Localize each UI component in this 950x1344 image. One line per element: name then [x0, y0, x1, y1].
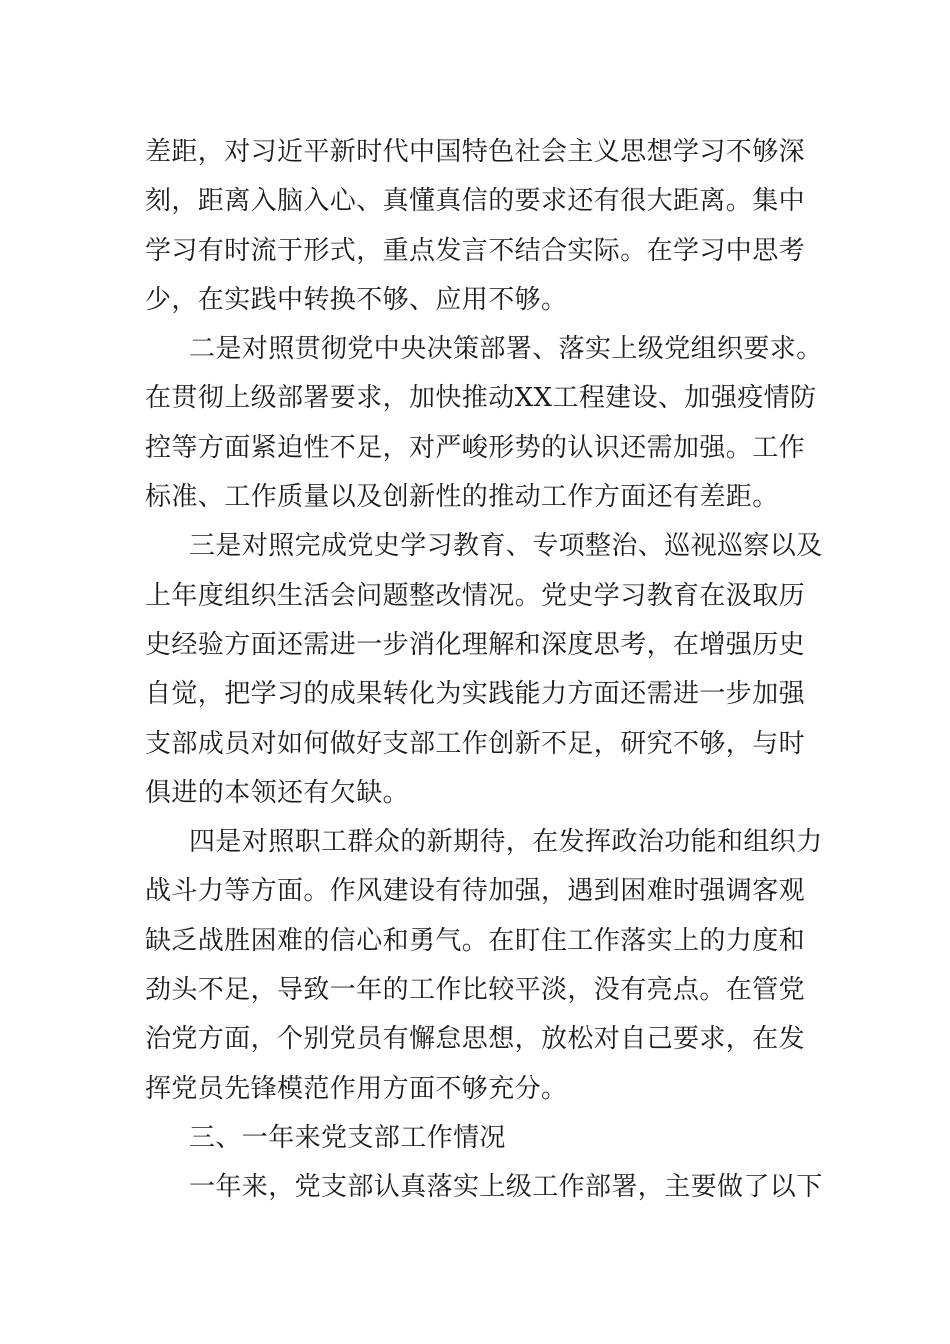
section-heading: 三、一年来党支部工作情况 [189, 1122, 506, 1153]
text-line: 劲头不足，导致一年的工作比较平淡，没有亮点。在管党 [145, 975, 806, 1006]
text-line: 学习有时流于形式，重点发言不结合实际。在学习中思考 [145, 235, 806, 266]
paragraph-start-line: 一年来，党支部认真落实上级工作部署，主要做了以下 [189, 1172, 823, 1203]
text-line: 上年度组织生活会问题整改情况。党史学习教育在汲取历 [145, 580, 806, 611]
text-line: 自觉，把学习的成果转化为实践能力方面还需进一步加强 [145, 679, 806, 710]
text-line: 在贯彻上级部署要求，加快推动XX工程建设、加强疫情防 [145, 383, 817, 414]
text-line: 史经验方面还需进一步消化理解和深度思考，在增强历史 [145, 629, 806, 660]
document-body [145, 128, 823, 1213]
paragraph-start-line: 三是对照完成党史学习教育、专项整治、巡视巡察以及 [189, 531, 823, 562]
text-line: 少，在实践中转换不够、应用不够。 [145, 284, 568, 315]
text-line: 挥党员先锋模范作用方面不够充分。 [145, 1073, 568, 1104]
text-line: 差距，对习近平新时代中国特色社会主义思想学习不够深 [145, 137, 806, 167]
text-line: 治党方面，个别党员有懈怠思想，放松对自己要求，在发 [145, 1024, 806, 1055]
text-line: 支部成员对如何做好支部工作创新不足，研究不够，与时 [145, 728, 806, 759]
paragraph-start-line: 四是对照职工群众的新期待，在发挥政治功能和组织力 [189, 827, 823, 858]
text-line: 刻，距离入脑入心、真懂真信的要求还有很大距离。集中 [145, 186, 806, 217]
text-line: 标准、工作质量以及创新性的推动工作方面还有差距。 [145, 482, 779, 513]
text-line: 战斗力等方面。作风建设有待加强，遇到困难时强调客观 [145, 876, 806, 907]
paragraph-start-line: 二是对照贯彻党中央决策部署、落实上级党组织要求。 [189, 334, 823, 365]
text-line: 俱进的本领还有欠缺。 [145, 777, 410, 808]
text-line: 控等方面紧迫性不足，对严峻形势的认识还需加强。工作 [145, 432, 806, 463]
text-line: 缺乏战胜困难的信心和勇气。在盯住工作落实上的力度和 [145, 925, 806, 956]
